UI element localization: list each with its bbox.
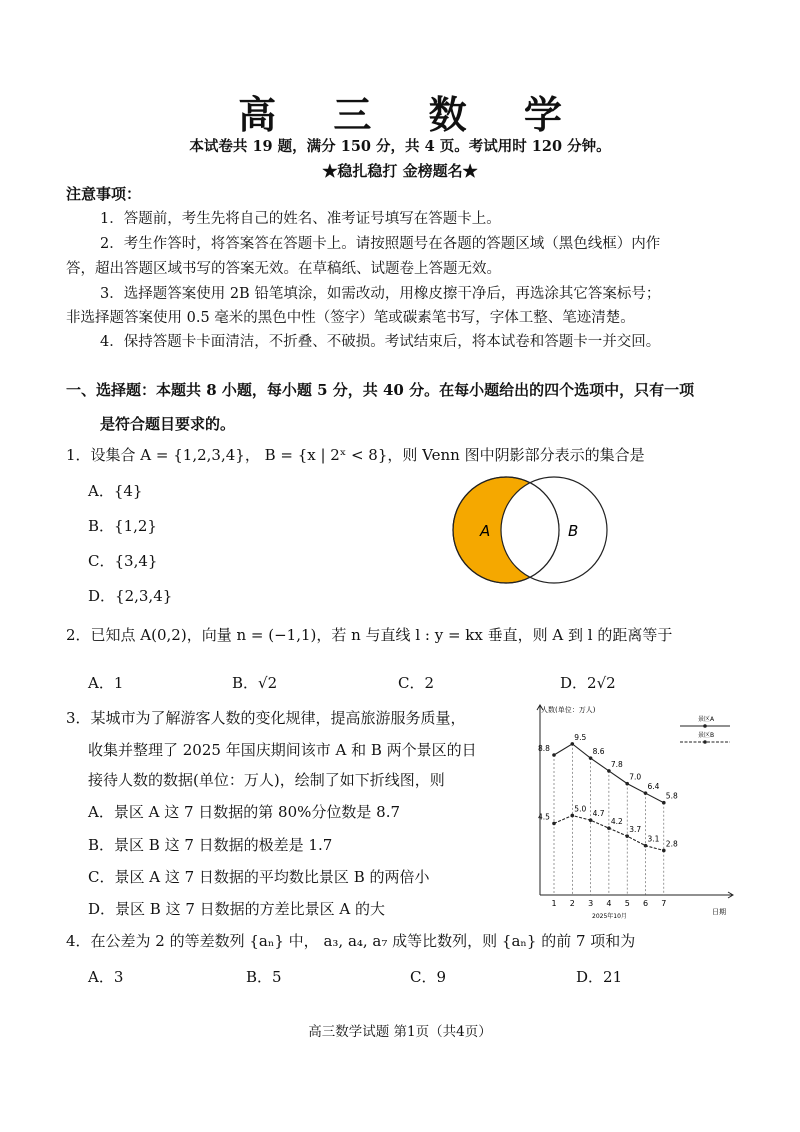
visitor-line-chart (510, 700, 740, 925)
data-label-景区A-day-5: 7.0 (629, 772, 642, 782)
data-label-景区B-day-4: 4.2 (610, 817, 623, 827)
point-景区A-day-4 (607, 769, 611, 773)
x-tick-label-4: 4 (606, 899, 612, 908)
q1-option-d: D．{2,3,4} (88, 587, 173, 605)
q2-option-c: C．2 (398, 674, 435, 692)
x-tick-label-2: 2 (569, 899, 575, 908)
data-label-景区A-day-6: 6.4 (647, 782, 660, 792)
venn-diagram (440, 470, 620, 590)
legend-marker-景区A (703, 724, 707, 728)
chart-xlabel: 日期 (712, 908, 726, 916)
x-tick-label-5: 5 (624, 899, 630, 908)
point-景区B-day-1 (552, 822, 556, 826)
notice-line-6: 4．保持答题卡卡面清洁，不折叠、不破损。考试结束后，将本试卷和答题卡一并交回。 (100, 334, 661, 350)
q2-option-b: B．√2 (232, 674, 278, 692)
q3-option-a: A．景区 A 这 7 日数据的第 80%分位数是 8.7 (88, 803, 401, 821)
point-景区B-day-4 (607, 826, 611, 830)
q1-option-a: A．{4} (88, 482, 143, 500)
q1-stem: 1．设集合 A = {1,2,3,4}， B = {x | 2ˣ < 8}，则 Venn 图中阴影部分表示的集合是 (66, 446, 645, 464)
point-景区B-day-5 (625, 834, 629, 838)
point-景区A-day-5 (625, 782, 629, 786)
notice-line-4: 3．选择题答案使用 2B 铅笔填涂，如需改动，用橡皮擦干净后，再选涂其它答案标号； (100, 286, 661, 302)
chart-x-caption: 2025年10月 (592, 913, 627, 920)
q3-line-1: 3．某城市为了解游客人数的变化规律，提高旅游服务质量， (66, 709, 466, 727)
chart-ylabel: 人数(单位：万人) (541, 706, 596, 714)
q4-option-a: A．3 (88, 968, 124, 986)
point-景区B-day-3 (589, 818, 593, 822)
x-tick-label-6: 6 (643, 899, 649, 908)
page-title: 高 三 数 学 (238, 92, 584, 137)
point-景区A-day-6 (644, 791, 648, 795)
x-tick-label-1: 1 (551, 899, 557, 908)
legend-label-景区A: 景区A (698, 716, 715, 723)
x-tick-label-7: 7 (661, 899, 667, 908)
point-景区A-day-7 (662, 801, 666, 805)
legend-marker-景区B (703, 740, 707, 744)
point-景区A-day-2 (571, 742, 575, 746)
exam-info: 本试卷共 19 题，满分 150 分，共 4 页。考试用时 120 分钟。 (189, 138, 611, 155)
q4-stem: 4．在公差为 2 的等差数列 {aₙ} 中， a₃, a₄, a₇ 成等比数列，则 {aₙ} 的前 7 项和为 (66, 932, 636, 950)
q4-option-d: D．21 (576, 968, 623, 986)
venn-label-b: B (568, 522, 579, 540)
q2-option-a: A．1 (88, 674, 124, 692)
q4-option-c: C．9 (410, 968, 447, 986)
page-footer: 高三数学试题 第1页（共4页） (308, 1024, 492, 1040)
series-line-景区A (554, 744, 664, 803)
q1-option-c: C．{3,4} (88, 552, 158, 570)
notice-line-1: 1．答题前，考生先将自己的姓名、准考证号填写在答题卡上。 (100, 211, 501, 227)
point-景区B-day-2 (571, 814, 575, 818)
data-label-景区B-day-1: 4.5 (538, 812, 550, 822)
data-label-景区B-day-6: 3.1 (647, 834, 660, 844)
q3-option-c: C．景区 A 这 7 日数据的平均数比景区 B 的两倍小 (88, 868, 430, 886)
data-label-景区A-day-7: 5.8 (665, 791, 678, 801)
q2-stem: 2．已知点 A(0,2)，向量 n = (−1,1)，若 n 与直线 l : y = kx 垂直，则 A 到 l 的距离等于 (66, 626, 673, 644)
notice-line-2: 2．考生作答时，将答案答在答题卡上。请按照题号在各题的答题区域（黑色线框）内作 (100, 236, 661, 252)
q3-line-3: 接待人数的数据(单位：万人)，绘制了如下折线图，则 (88, 771, 445, 789)
section-heading-line-1: 一、选择题：本题共 8 小题，每小题 5 分，共 40 分。在每小题给出的四个选项中，只有一项 (66, 381, 695, 399)
data-label-景区B-day-5: 3.7 (629, 825, 642, 835)
point-景区A-day-3 (589, 756, 593, 760)
data-label-景区B-day-2: 5.0 (574, 804, 587, 814)
q1-option-b: B．{1,2} (88, 517, 157, 535)
notice-heading: 注意事项： (66, 185, 142, 203)
section-heading-line-2: 是符合题目要求的。 (100, 415, 236, 433)
venn-label-a: A (480, 522, 491, 540)
q3-option-d: D．景区 B 这 7 日数据的方差比景区 A 的大 (88, 900, 386, 918)
data-label-景区A-day-2: 9.5 (574, 732, 587, 742)
q3-line-2: 收集并整理了 2025 年国庆期间该市 A 和 B 两个景区的日 (88, 741, 477, 759)
motto: ★稳扎稳打 金榜题名★ (322, 162, 478, 180)
point-景区B-day-6 (644, 844, 648, 848)
legend-label-景区B: 景区B (698, 732, 715, 739)
notice-line-3: 答，超出答题区域书写的答案无效。在草稿纸、试题卷上答题无效。 (66, 261, 501, 277)
point-景区A-day-1 (552, 753, 556, 757)
data-label-景区A-day-1: 8.8 (538, 744, 550, 753)
data-label-景区B-day-3: 4.7 (592, 809, 605, 819)
q4-option-b: B．5 (246, 968, 282, 986)
q2-option-d: D．2√2 (560, 674, 616, 692)
notice-line-5: 非选择题答案使用 0.5 毫米的黑色中性（签字）笔或碳素笔书写，字体工整、笔迹清楚。 (66, 310, 635, 326)
point-景区B-day-7 (662, 849, 666, 853)
x-tick-label-3: 3 (588, 899, 594, 908)
data-label-景区A-day-4: 7.8 (610, 759, 623, 769)
data-label-景区A-day-3: 8.6 (592, 747, 605, 757)
data-label-景区B-day-7: 2.8 (665, 839, 678, 849)
q3-option-b: B．景区 B 这 7 日数据的极差是 1.7 (88, 836, 333, 854)
